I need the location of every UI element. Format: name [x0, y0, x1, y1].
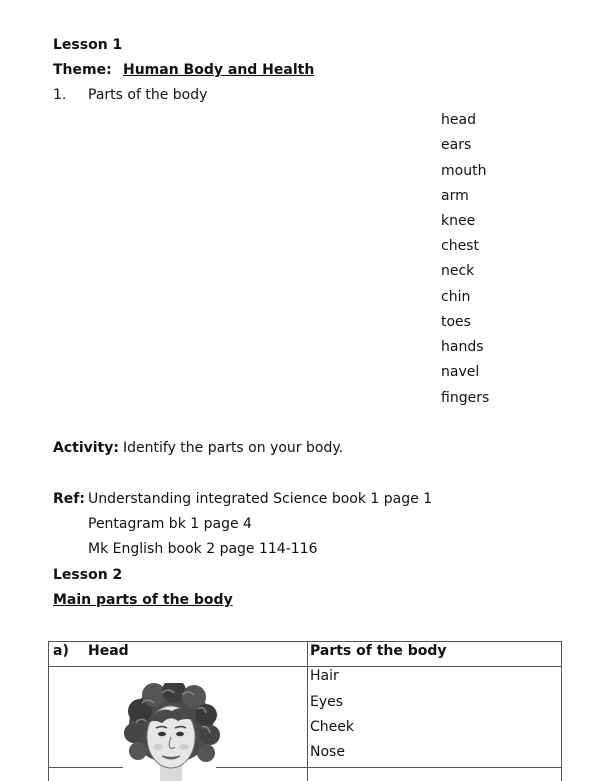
activity-label: Activity:: [53, 440, 119, 456]
part-item: hands: [441, 339, 484, 355]
part-item: knee: [441, 213, 476, 229]
item-number: 1.: [53, 87, 67, 103]
part-item: chin: [441, 289, 471, 305]
table-row-divider: [216, 767, 562, 768]
ref-item: Pentagram bk 1 page 4: [88, 516, 252, 532]
theme-value: Human Body and Health: [123, 62, 315, 78]
ref-label: Ref:: [53, 491, 85, 507]
part-item: chest: [441, 238, 479, 254]
table-row-divider: [48, 767, 123, 768]
table-cell: Eyes: [310, 694, 344, 710]
theme-label: Theme:: [53, 62, 112, 78]
ref-item: Mk English book 2 page 114-116: [88, 541, 318, 557]
table-header-head: Head: [88, 643, 129, 659]
table-cell: Nose: [310, 744, 345, 760]
table-header-parts: Parts of the body: [310, 643, 447, 659]
part-item: mouth: [441, 163, 487, 179]
head-illustration: [122, 683, 220, 781]
item-text: Parts of the body: [88, 87, 208, 103]
table-cell: Cheek: [310, 719, 354, 735]
body-parts-table: [48, 641, 562, 781]
part-item: head: [441, 112, 476, 128]
part-item: navel: [441, 364, 480, 380]
part-item: toes: [441, 314, 471, 330]
lesson2-title: Lesson 2: [53, 567, 123, 583]
part-item: ears: [441, 137, 472, 153]
table-border-left: [48, 641, 49, 781]
ref-item: Understanding integrated Science book 1 page 1: [88, 491, 433, 507]
part-item: neck: [441, 263, 475, 279]
lesson2-subtitle: Main parts of the body: [53, 592, 233, 608]
part-item: fingers: [441, 390, 490, 406]
table-header-marker: a): [53, 643, 69, 659]
part-item: arm: [441, 188, 469, 204]
lesson1-title: Lesson 1: [53, 37, 123, 53]
table-column-divider: [307, 641, 308, 781]
activity-text: Identify the parts on your body.: [123, 440, 344, 456]
table-header-divider: [48, 666, 562, 667]
table-cell: Hair: [310, 668, 339, 684]
table-border-right: [561, 641, 562, 781]
